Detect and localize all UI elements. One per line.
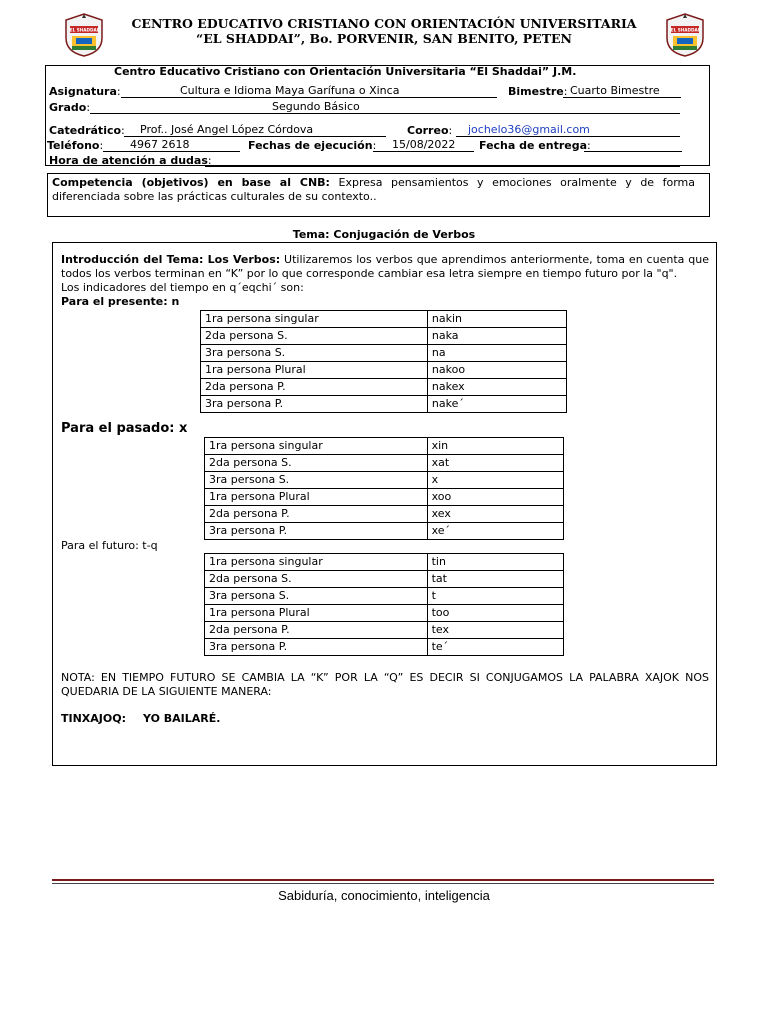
indicator-cell: xex — [427, 506, 563, 523]
bimestre-label: Bimestre: — [508, 85, 568, 98]
example-meaning: YO BAILARÉ. — [143, 712, 221, 725]
table-row — [205, 455, 564, 472]
intro-line-3: Los indicadores del tiempo en q´eqchi´ son: — [61, 281, 304, 294]
person-cell: 3ra persona P. — [205, 523, 428, 540]
table-row — [205, 588, 564, 605]
indicator-cell: x — [427, 472, 563, 489]
indicator-cell: nakoo — [427, 362, 566, 379]
tema-title: Tema: Conjugación de Verbos — [292, 228, 476, 241]
table-row — [201, 379, 567, 396]
person-cell: 2da persona P. — [201, 379, 428, 396]
person-cell: 2da persona S. — [201, 328, 428, 345]
bimestre-value: Cuarto Bimestre — [570, 84, 660, 97]
indicator-cell: na — [427, 345, 566, 362]
indicator-cell: tat — [427, 571, 563, 588]
table-row — [205, 571, 564, 588]
table-row — [201, 345, 567, 362]
nota-line-1: NOTA: EN TIEMPO FUTURO SE CAMBIA LA “K” POR LA “Q” ES DECIR SI CONJUGAMOS LA PALABRA XAJOK NOS — [61, 671, 709, 684]
presente-heading: Para el presente: n — [61, 295, 180, 308]
indicator-cell: tex — [427, 622, 563, 639]
header-line-1: CENTRO EDUCATIVO CRISTIANO CON ORIENTACIÓN UNIVERSITARIA — [131, 16, 637, 31]
person-cell: 1ra persona singular — [201, 311, 428, 328]
table-row — [205, 605, 564, 622]
person-cell: 3ra persona S. — [205, 472, 428, 489]
asignatura-label: Asignatura: — [49, 85, 121, 98]
example-word: TINXAJOQ: — [61, 712, 126, 725]
intro-line-1: Introducción del Tema: Los Verbos: Utilizaremos los verbos que aprendimos anteriormente, toma en cuenta que — [61, 253, 709, 266]
catedratico-label: Catedrático: — [49, 124, 125, 137]
info-title: Centro Educativo Cristiano con Orientación Universitaria “El Shaddai” J.M. — [114, 65, 577, 78]
presente-table — [200, 310, 567, 413]
competencia-line-2: diferenciada sobre las prácticas culturales de su contexto.. — [52, 190, 377, 203]
entrega-label: Fecha de entrega: — [479, 139, 591, 152]
table-row — [205, 489, 564, 506]
nota-line-2: QUEDARIA DE LA SIGUIENTE MANERA: — [61, 685, 272, 698]
person-cell: 1ra persona Plural — [205, 489, 428, 506]
footer-divider-thin — [52, 883, 714, 884]
indicator-cell: t — [427, 588, 563, 605]
table-row — [205, 506, 564, 523]
futuro-table — [204, 553, 564, 656]
footer-divider — [52, 879, 714, 881]
indicator-cell: xat — [427, 455, 563, 472]
indicator-cell: te´ — [427, 639, 563, 656]
correo-label: Correo: — [407, 124, 453, 137]
person-cell: 1ra persona singular — [205, 554, 428, 571]
table-row — [201, 396, 567, 413]
table-row — [205, 622, 564, 639]
intro-line-2: todos los verbos terminan en “K” por lo que corresponde cambiar esa letra siempre en tiempo futuro por la "q". — [61, 267, 678, 280]
correo-link[interactable]: jochelo36@gmail.com — [468, 123, 590, 136]
person-cell: 3ra persona P. — [201, 396, 428, 413]
fechas-label: Fechas de ejecución: — [248, 139, 377, 152]
pasado-table — [204, 437, 564, 540]
indicator-cell: nake´ — [427, 396, 566, 413]
table-row — [205, 639, 564, 656]
indicator-cell: nakex — [427, 379, 566, 396]
person-cell: 1ra persona Plural — [201, 362, 428, 379]
logo-text: "EL SHADDAI" — [67, 27, 101, 33]
table-row — [205, 472, 564, 489]
futuro-heading: Para el futuro: t-q — [61, 539, 158, 552]
grado-value: Segundo Básico — [272, 100, 360, 113]
logo-text: "EL SHADDAI" — [668, 27, 702, 33]
table-row — [205, 523, 564, 540]
competencia-line-1: Competencia (objetivos) en base al CNB: Expresa pensamientos y emociones oralmente y de forma — [52, 176, 695, 189]
person-cell: 2da persona S. — [205, 455, 428, 472]
indicator-cell: xoo — [427, 489, 563, 506]
person-cell: 2da persona P. — [205, 622, 428, 639]
asignatura-value: Cultura e Idioma Maya Garífuna o Xinca — [180, 84, 400, 97]
table-row — [205, 438, 564, 455]
person-cell: 2da persona S. — [205, 571, 428, 588]
fechas-value: 15/08/2022 — [392, 138, 456, 151]
person-cell: 3ra persona P. — [205, 639, 428, 656]
grado-label: Grado: — [49, 101, 91, 114]
table-row — [205, 554, 564, 571]
pasado-heading: Para el pasado: x — [61, 421, 188, 436]
footer-motto: Sabiduría, conocimiento, inteligencia — [278, 888, 490, 903]
table-row — [201, 362, 567, 379]
person-cell: 3ra persona S. — [205, 588, 428, 605]
indicator-cell: xin — [427, 438, 563, 455]
indicator-cell: tin — [427, 554, 563, 571]
person-cell: 1ra persona singular — [205, 438, 428, 455]
indicator-cell: nakin — [427, 311, 566, 328]
person-cell: 2da persona P. — [205, 506, 428, 523]
table-row — [201, 328, 567, 345]
indicator-cell: xe´ — [427, 523, 563, 540]
person-cell: 1ra persona Plural — [205, 605, 428, 622]
table-row — [201, 311, 567, 328]
hora-label: Hora de atención a dudas: — [49, 154, 212, 167]
header-line-2: “EL SHADDAI”, Bo. PORVENIR, SAN BENITO, PETEN — [196, 31, 572, 46]
telefono-label: Teléfono: — [47, 139, 104, 152]
indicator-cell: too — [427, 605, 563, 622]
indicator-cell: naka — [427, 328, 566, 345]
person-cell: 3ra persona S. — [201, 345, 428, 362]
catedratico-value: Prof.. José Angel López Córdova — [140, 123, 314, 136]
telefono-value: 4967 2618 — [130, 138, 190, 151]
